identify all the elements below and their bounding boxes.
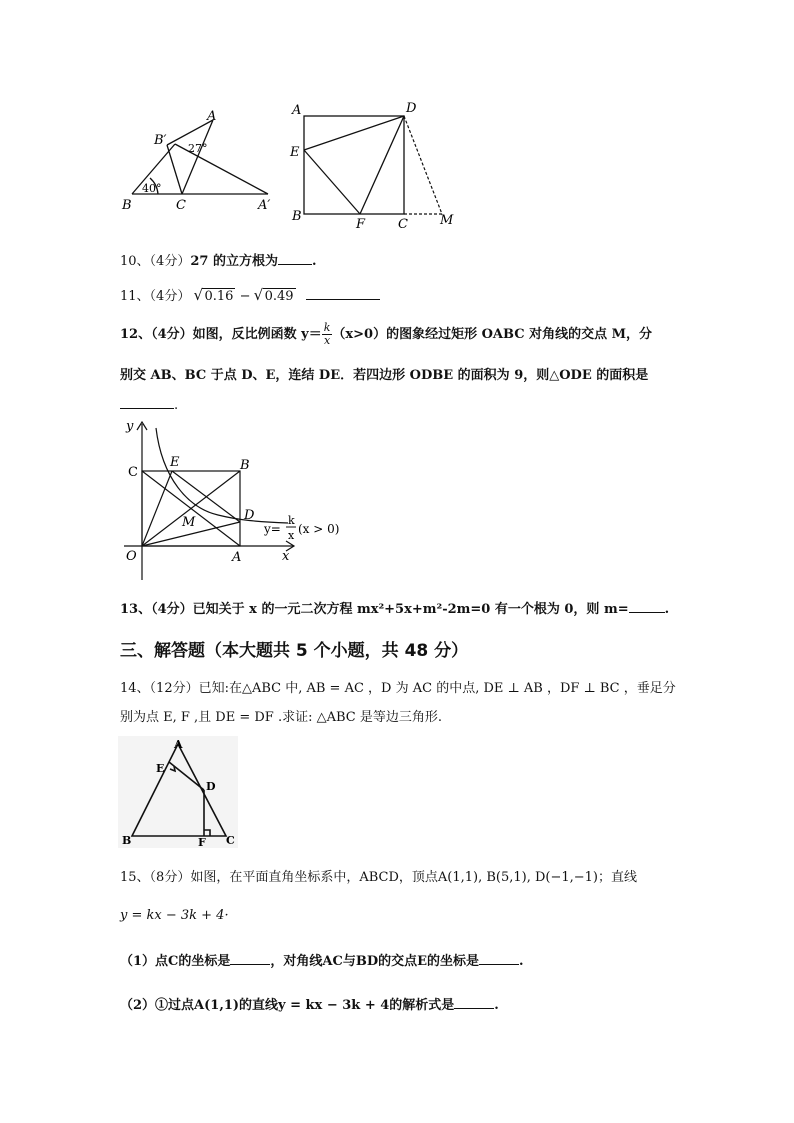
label-E: E — [170, 455, 180, 470]
answer-blank[interactable] — [479, 952, 519, 965]
part2-tail: . — [494, 998, 499, 1013]
label-C: C — [128, 465, 138, 480]
func-label-prefix: y= — [264, 522, 281, 536]
label-B: B — [240, 458, 250, 473]
label-M: M — [440, 213, 454, 228]
label-D: D — [406, 101, 417, 116]
question-12-line2: 别交 AB、BC 于点 D、E，连结 DE．若四边形 ODBE 的面积为 9，则△ODE 的面积是 — [120, 368, 649, 383]
question-12-line3 — [120, 396, 178, 413]
label-O: O — [126, 549, 137, 564]
label-E: E — [156, 762, 165, 775]
question-13 — [120, 598, 669, 617]
question-15-part2 — [120, 994, 499, 1013]
section-heading: 三、解答题（本大题共 5 个小题，共 48 分） — [120, 641, 469, 661]
hyperbola-rectangle-figure — [118, 418, 348, 586]
question-14-line1: 14、（12分）已知:在△ABC 中, AB = AC ，D 为 AC 的中点, DE ⊥ AB ，DF ⊥ BC ，垂足分 — [120, 681, 676, 696]
question-12-tail: . — [174, 398, 179, 413]
label-B: B — [292, 209, 302, 224]
label-F: F — [356, 217, 366, 230]
sqrt-expr-b: √ 0.49 — [263, 288, 296, 304]
func-label-cond: (x > 0) — [298, 522, 340, 536]
label-C: C — [176, 198, 186, 213]
angle-40-label: 40° — [142, 182, 162, 195]
question-15-line2: y = kx − 3k + 4· — [120, 908, 229, 923]
label-B: B — [122, 198, 132, 213]
question-10-prefix: 10、（4分） — [120, 254, 191, 269]
label-A-prime: A′ — [258, 198, 271, 213]
question-12-cond: （x>0）的图象经过矩形 OABC 对角线的交点 M，分 — [332, 327, 653, 342]
question-13-text: 13、（4分）已知关于 x 的一元二次方程 mx²+5x+m²-2m=0 有一个根为 0，则 m= — [120, 602, 629, 617]
label-B-prime: B′ — [154, 133, 167, 148]
question-11 — [120, 285, 380, 304]
question-12-prefix: 12、（4分）如图，反比例函数 y＝ — [120, 327, 322, 342]
label-A: A — [174, 738, 183, 751]
minus-sign: − — [239, 289, 251, 304]
label-x: x — [282, 549, 290, 564]
label-M: M — [182, 515, 196, 530]
question-10 — [120, 250, 316, 269]
label-C: C — [398, 217, 408, 230]
question-15-part1 — [120, 950, 524, 969]
angle-27-label: 27° — [188, 142, 208, 155]
frac-num: k — [323, 321, 331, 334]
question-12-line1 — [120, 322, 652, 347]
label-A: A — [292, 103, 302, 118]
answer-blank[interactable] — [629, 600, 665, 613]
label-D: D — [206, 780, 216, 793]
frac-den: x — [323, 334, 331, 347]
sqrt-expr-a: √ 0.16 — [202, 288, 235, 304]
label-A: A — [232, 550, 242, 565]
fraction-k-over-x — [322, 322, 333, 347]
answer-blank[interactable] — [454, 996, 494, 1009]
func-label-num: k — [288, 514, 295, 527]
func-label-den: x — [288, 529, 295, 542]
answer-blank[interactable] — [120, 396, 174, 409]
label-E: E — [290, 145, 300, 160]
question-10-tail: . — [311, 254, 317, 269]
label-C: C — [226, 834, 235, 847]
question-13-tail: . — [664, 602, 670, 617]
question-15-line1: 15、（8分）如图，在平面直角坐标系中，ABCD，顶点A(1,1), B(5,1), D(−1,−1)；直线 — [120, 870, 637, 885]
label-y: y — [126, 419, 134, 434]
part1-mid: ，对角线AC与BD的交点E的坐标是 — [270, 954, 480, 969]
triangle-fold-figure — [118, 106, 278, 218]
question-14-line2: 别为点 E, F ,且 DE = DF .求证: △ABC 是等边三角形. — [120, 710, 442, 725]
answer-blank[interactable] — [278, 252, 312, 265]
equilateral-triangle-figure — [118, 736, 238, 848]
question-10-text: 27 的立方根为 — [190, 254, 278, 269]
part2-text: （2）①过点A(1,1)的直线y = kx − 3k + 4的解析式是 — [120, 998, 455, 1013]
label-F: F — [198, 836, 206, 848]
part1-text: （1）点C的坐标是 — [120, 954, 231, 969]
square-figure — [286, 100, 461, 230]
part1-tail: . — [519, 954, 524, 969]
answer-blank[interactable] — [230, 952, 270, 965]
label-B: B — [122, 834, 132, 847]
question-11-prefix: 11、（4分） — [120, 289, 191, 304]
answer-blank[interactable] — [306, 287, 380, 300]
label-A: A — [207, 109, 217, 124]
label-D: D — [244, 508, 255, 523]
